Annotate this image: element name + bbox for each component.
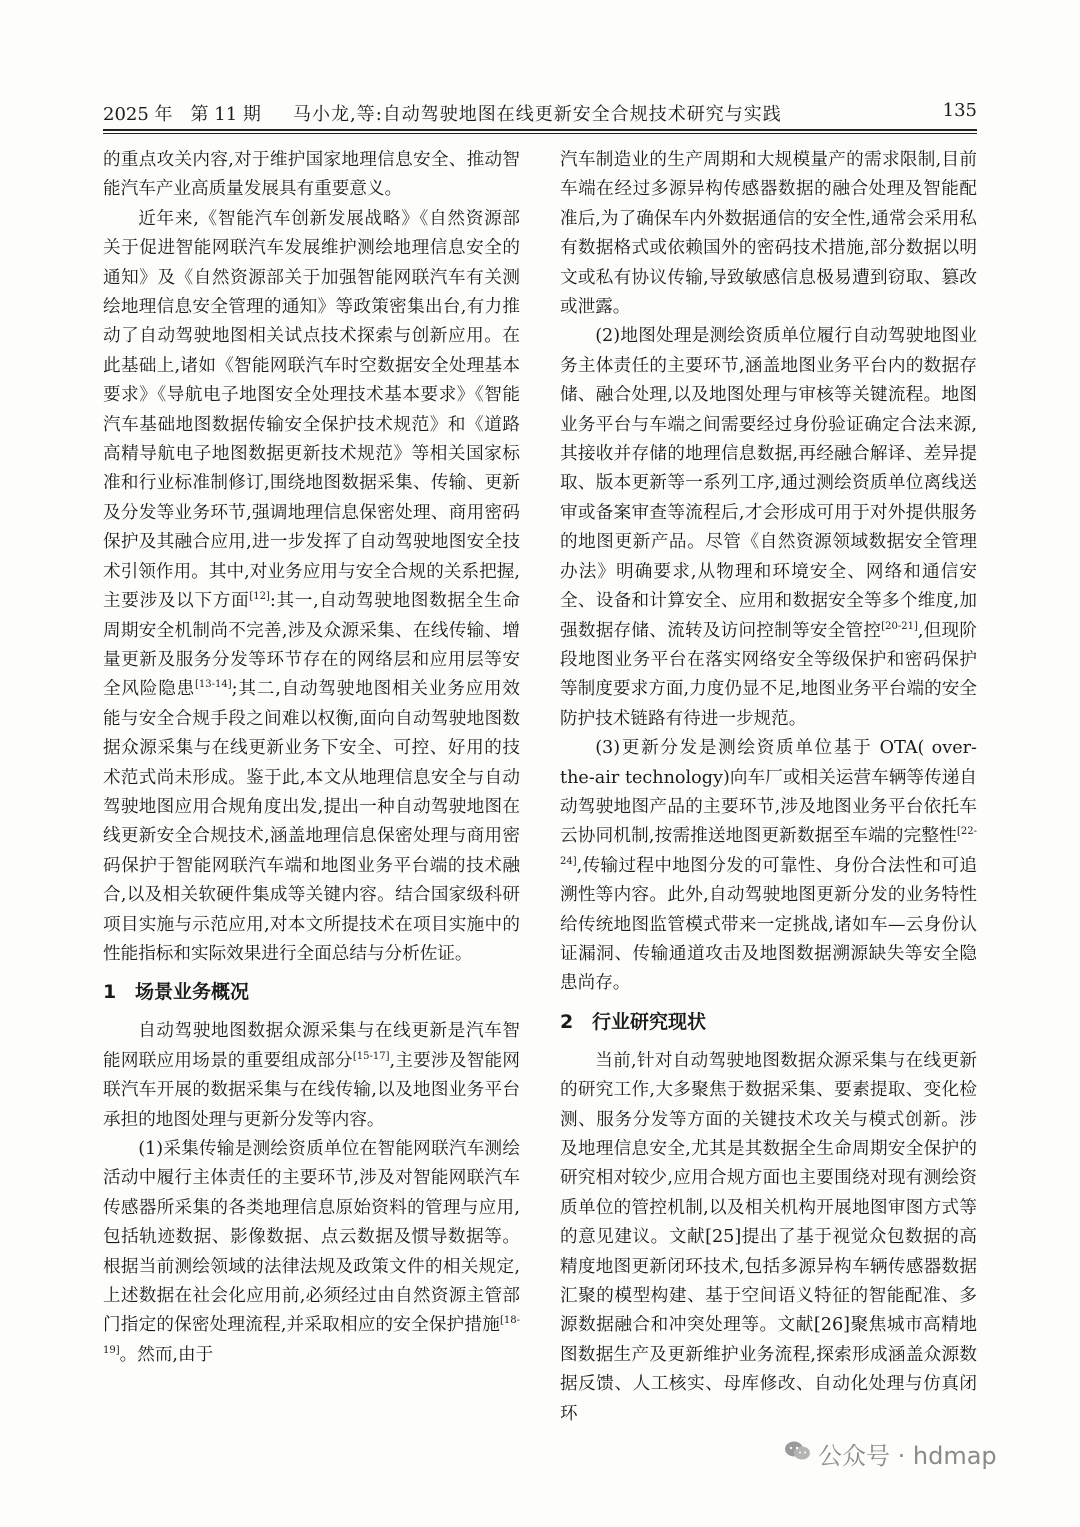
left-column: [103, 146, 520, 1370]
running-header: [103, 100, 977, 130]
header-rule-thick: [103, 129, 977, 131]
text-run: (2)地图处理是测绘资质单位履行自动驾驶地图业务主体责任的主要环节,涵盖地图业务平台内的数据存储、融合处理,以及地图处理与审核等关键流程。地图业务平台与车端之间需要经过身份验证确定合法来源,其接收并存储的地理信息数据,再经融合解译、差异提取、版本更新等一系列工序,通过测绘资质单位离线送审或备案审查等流程后,才会形成可用于对外提供服务的地图更新产品。尽管《自然资源领域数据安全管理办法》明确要求,从物理和环境安全、网络和通信安全、设备和计算安全、应用和数据安全等多个维度,加强数据存储、流转及访问控制等安全管控: [560, 326, 977, 641]
citation: [22-24]: [560, 826, 977, 867]
text-run: 自动驾驶地图数据众源采集与在线更新是汽车智能网联应用场景的重要组成部分: [103, 1021, 520, 1071]
text-run: ,主要涉及智能网联汽车开展的数据采集与在线传输,以及地图业务平台承担的地图处理与更新分发等内容。: [103, 1050, 520, 1130]
header-rule-thin: [103, 133, 977, 134]
section-number: 2: [560, 1010, 574, 1033]
citation: [20-21]: [881, 620, 918, 632]
citation: [18-19]: [103, 1315, 520, 1356]
text-run: (1)采集传输是测绘资质单位在智能网联汽车测绘活动中履行主体责任的主要环节,涉及对智能网联汽车传感器所采集的各类地理信息原始资料的管理与应用,包括轨迹数据、影像数据、点云数据及惯导数据等。根据当前测绘领域的法律法规及政策文件的相关规定,上述数据在社会化应用前,必须经过由自然资源主管部门指定的保密处理流程,并采取相应的安全保护措施: [103, 1139, 520, 1336]
paragraph: 的重点攻关内容,对于维护国家地理信息安全、推动智能汽车产业高质量发展具有重要意义。: [103, 150, 520, 200]
text-run: 近年来,《智能汽车创新发展战略》《自然资源部关于促进智能网联汽车发展维护测绘地理信息安全的通知》及《自然资源部关于加强智能网联汽车有关测绘地理信息安全管理的通知》等政策密集出台,有力推动了自动驾驶地图相关试点技术探索与创新应用。在此基础上,诸如《智能网联汽车时空数据安全处理基本要求》《导航电子地图安全处理技术基本要求》《智能汽车基础地图数据传输安全保护技术规范》和《道路高精导航电子地图数据更新技术规范》等相关国家标准和行业标准制修订,围绕地图数据采集、传输、更新及分发等业务环节,强调地理信息保密处理、商用密码保护及其融合应用,进一步发挥了自动驾驶地图安全技术引领作用。其中,对业务应用与安全合规的关系把握,主要涉及以下方面: [103, 208, 520, 612]
page-number: 135: [942, 100, 977, 121]
paragraph: [103, 1017, 520, 1135]
paragraph: 当前,针对自动驾驶地图数据众源采集与在线更新的研究工作,大多聚焦于数据采集、要素提取、变化检测、服务分发等方面的关键技术攻关与模式创新。涉及地理信息安全,尤其是其数据全生命周期安全保护的研究相对较少,应用合规方面也主要围绕对现有测绘资质单位的管控机制,以及相关机构开展地图审图方式等的意见建议。文献[25]提出了基于视觉众包数据的高精度地图更新闭环技术,包括多源异构车辆传感器数据汇聚的模型构建、基于空间语义特征的智能配准、多源数据融合和冲突处理等。文献[26]聚焦城市高精地图数据生产及更新维护业务流程,探索形成涵盖众源数据反馈、人工核实、母库修改、自动化处理与仿真闭环: [560, 1050, 977, 1424]
citation: [12]: [249, 591, 270, 603]
watermark: [818, 1432, 1058, 1472]
running-title: 马小龙,等:自动驾驶地图在线更新安全合规技术研究与实践: [293, 104, 782, 125]
right-column: [560, 146, 977, 1429]
paragraph: [560, 734, 977, 999]
paragraph: [103, 1135, 520, 1370]
section-title: 行业研究现状: [592, 1010, 707, 1033]
text-run: ,传输过程中地图分发的可靠性、身份合法性和可追溯性等内容。此外,自动驾驶地图更新分发的业务特性给传统地图监管模式带来一定挑战,诸如车—云身份认证漏洞、传输通道攻击及地图数据溯源缺失等安全隐患尚存。: [560, 855, 977, 994]
paragraph: [560, 322, 977, 734]
watermark-text: 公众号 · hdmap: [818, 1442, 997, 1470]
text-run: 。然而,由于: [119, 1344, 214, 1365]
citation: [13-14]: [195, 679, 232, 691]
text-run: ;其二,自动驾驶地图相关业务应用效能与安全合规手段之间难以权衡,面向自动驾驶地图数据众源采集与在线更新业务下安全、可控、好用的技术范式尚未形成。鉴于此,本文从地理信息安全与自动驾驶地图应用合规角度出发,提出一种自动驾驶地图在线更新安全合规技术,涵盖地理信息保密处理与商用密码保护于智能网联汽车端和地图业务平台端的技术融合,以及相关软硬件集成等关键内容。结合国家级科研项目实施与示范应用,对本文所提技术在项目实施中的性能指标和实际效果进行全面总结与分析佐证。: [103, 679, 520, 964]
text-run: ,但现阶段地图业务平台在落实网络安全等级保护和密码保护等制度要求方面,力度仍显不足,地图业务平台端的安全防护技术链路有待进一步规范。: [560, 620, 977, 729]
paragraph: [103, 205, 520, 970]
section-heading: [560, 1007, 977, 1037]
section-number: 1: [103, 981, 117, 1004]
text-run: :其一,自动驾驶地图数据全生命周期安全机制尚不完善,涉及众源采集、在线传输、增量更新及服务分发等环节存在的网络层和应用层等安全风险隐患: [103, 591, 520, 700]
paragraph: 汽车制造业的生产周期和大规模量产的需求限制,目前车端在经过多源异构传感器数据的融合处理及智能配准后,为了确保车内外数据通信的安全性,通常会采用私有数据格式或依赖国外的密码技术措施,部分数据以明文或私有协议传输,导致敏感信息极易遭到窃取、篡改或泄露。: [560, 150, 977, 318]
journal-issue: 2025 年 第 11 期: [103, 104, 261, 125]
citation: [15-17]: [352, 1050, 390, 1062]
wechat-icon: [784, 1440, 812, 1462]
text-run: (3)更新分发是测绘资质单位基于 OTA( over-the-air technology)向车厂或相关运营车辆等传递自动驾驶地图产品的主要环节,涉及地图业务平台依托车云协同机制,按需推送地图更新数据至车端的完整性: [560, 738, 977, 847]
section-title: 场景业务概况: [135, 981, 250, 1004]
section-heading: [103, 977, 520, 1007]
